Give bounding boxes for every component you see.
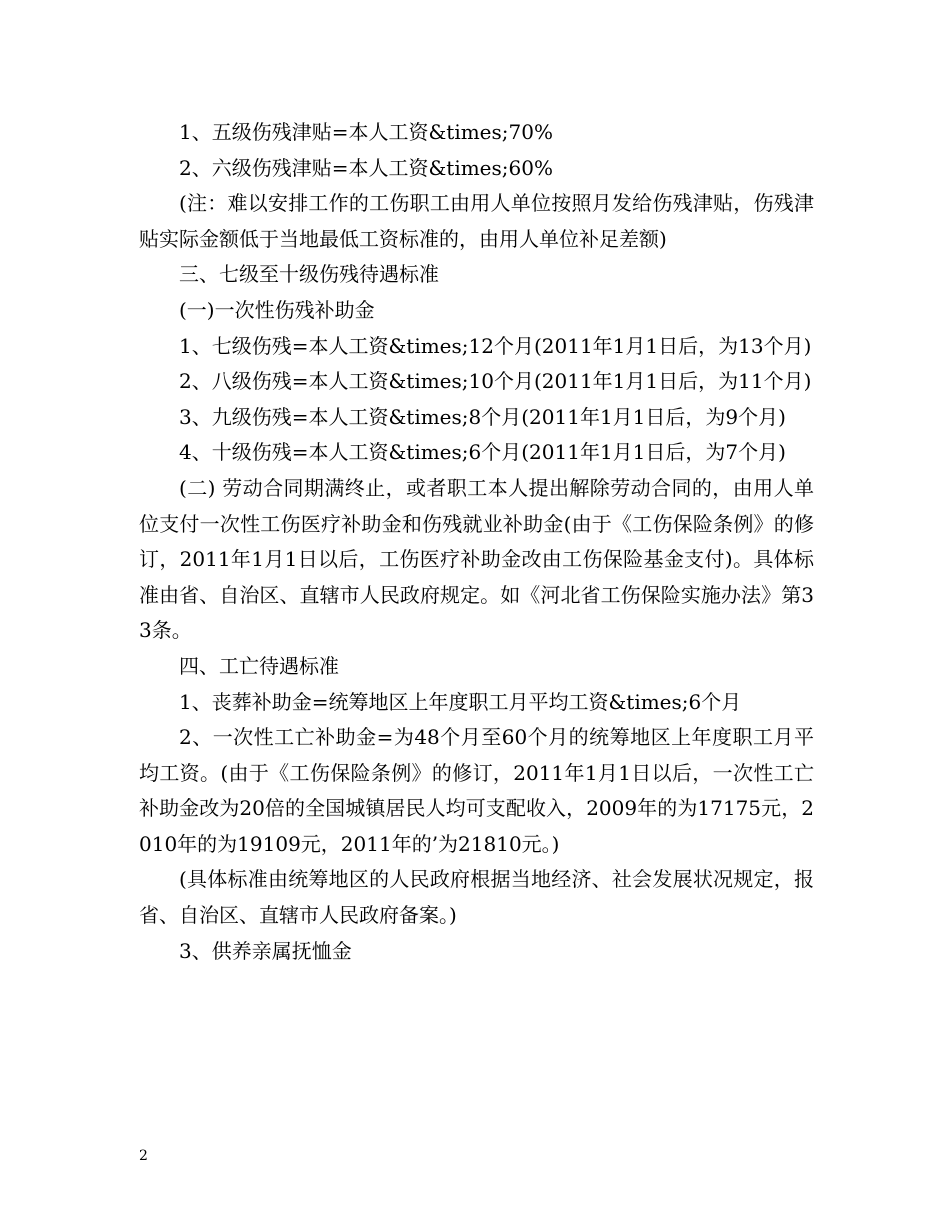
paragraph-grade7: 1、七级伤残=本人工资&times;12个月(2011年1月1日后，为13个月) bbox=[179, 333, 812, 358]
paragraph-grade8: 2、八级伤残=本人工资&times;10个月(2011年1月1日后，为11个月) bbox=[179, 369, 812, 394]
paragraph-grade6-allowance: 2、六级伤残津贴=本人工资&times;60% bbox=[179, 155, 553, 180]
paragraph-death-subsidy: 2、一次性工亡补助金=为48个月至60个月的统筹地区上年度职工月平均工资。(由于《工伤保险条例》的修订，2011年1月1日以后，一次性工亡补助金改为20倍的全国城镇居民人均可支配收入，2009年的为17175元，2010年的为19109元，2011年的’为21810元。) bbox=[139, 725, 814, 856]
subsection-heading-one-time-subsidy: (一)一次性伤残补助金 bbox=[179, 297, 375, 322]
paragraph-contract-termination: (二) 劳动合同期满终止，或者职工本人提出解除劳动合同的，由用人单位支付一次性工伤医疗补助金和伤残就业补助金(由于《工伤保险条例》的修订，2011年1月1日以后，工伤医疗补助金改由工伤保险基金支付)。具体标准由省、自治区、直辖市人民政府规定。如《河北省工伤保险实施办法》第33条。 bbox=[139, 475, 814, 643]
document-body bbox=[139, 115, 814, 969]
section-heading-death-benefits: 四、工亡待遇标准 bbox=[179, 653, 339, 678]
paragraph-grade5-allowance: 1、五级伤残津贴=本人工资&times;70% bbox=[179, 120, 553, 144]
paragraph-note: (注：难以安排工作的工伤职工由用人单位按照月发给伤残津贴，伤残津贴实际金额低于当地最低工资标准的，由用人单位补足差额) bbox=[139, 191, 814, 251]
page-number: 2 bbox=[139, 1148, 148, 1164]
section-heading-grade7-10: 三、七级至十级伤残待遇标准 bbox=[179, 262, 439, 287]
paragraph-grade9: 3、九级伤残=本人工资&times;8个月(2011年1月1日后，为9个月) bbox=[179, 404, 786, 429]
paragraph-grade10: 4、十级伤残=本人工资&times;6个月(2011年1月1日后，为7个月) bbox=[179, 440, 786, 465]
paragraph-standard-note: (具体标准由统筹地区的人民政府根据当地经济、社会发展状况规定，报省、自治区、直辖市人民政府备案。) bbox=[139, 867, 814, 928]
paragraph-funeral-subsidy: 1、丧葬补助金=统筹地区上年度职工月平均工资&times;6个月 bbox=[179, 689, 742, 714]
paragraph-dependents-pension: 3、供养亲属抚恤金 bbox=[179, 938, 352, 963]
